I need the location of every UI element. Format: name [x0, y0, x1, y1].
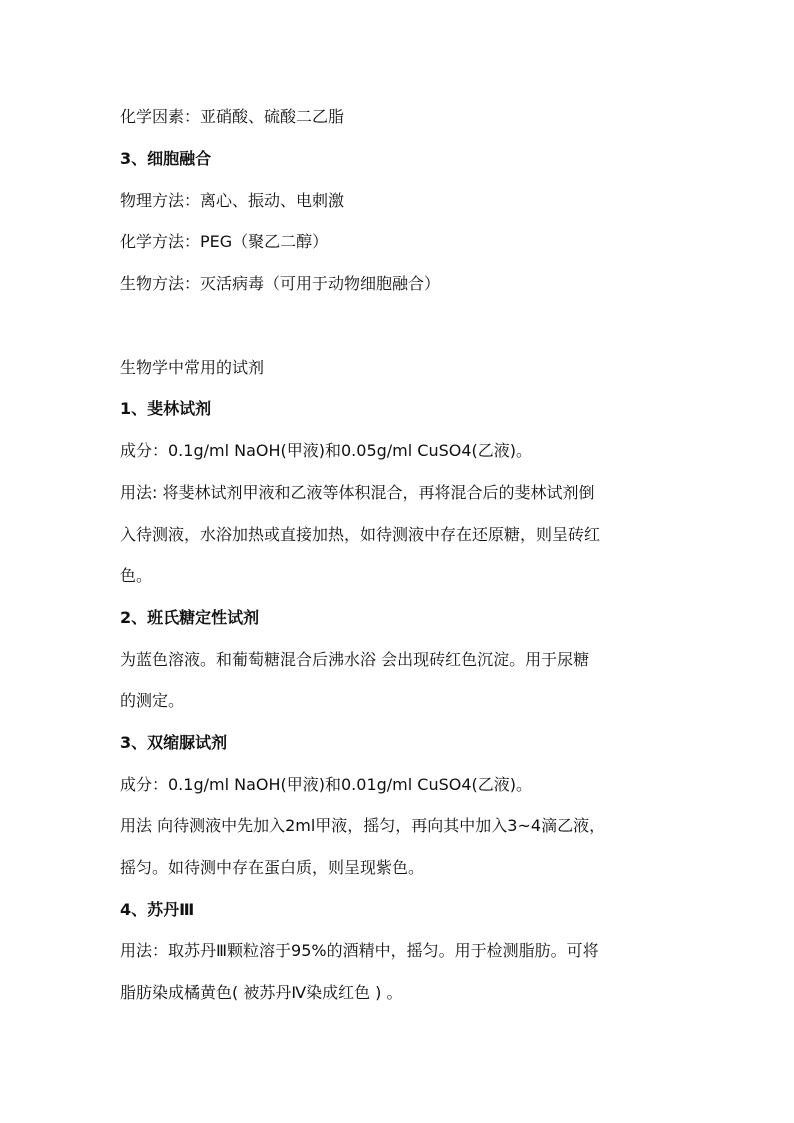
text-line-fehling-usage-1: 用法: 将斐林试剂甲液和乙液等体积混合，再将混合后的斐林试剂倒	[120, 483, 595, 502]
text-line-biuret-usage-1: 用法 向待测液中先加入2ml甲液，摇匀，再向其中加入3~4滴乙液，	[120, 816, 606, 835]
text-line-sudan-usage-1: 用法：取苏丹Ⅲ颗粒溶于95%的酒精中，摇匀。用于检测脂肪。可将	[120, 941, 599, 960]
text-line-biuret-composition: 成分：0.1g/ml NaOH(甲液)和0.01g/ml CuSO4(乙液)。	[120, 775, 533, 794]
text-line-fehling-composition: 成分：0.1g/ml NaOH(甲液)和0.05g/ml CuSO4(乙液)。	[120, 441, 533, 460]
text-line-physical-method: 物理方法：离心、振动、电刺激	[120, 191, 345, 210]
heading-sudan-iii: 4、苏丹Ⅲ	[120, 900, 195, 919]
text-line-fehling-usage-3: 色。	[120, 566, 153, 585]
text-line-benedict-desc-2: 的测定。	[120, 691, 185, 710]
heading-biuret-reagent: 3、双缩脲试剂	[120, 733, 228, 752]
text-line-benedict-desc-1: 为蓝色溶液。和葡萄糖混合后沸水浴 会出现砖红色沉淀。用于尿糖	[120, 650, 590, 669]
text-line-biuret-usage-2: 摇匀。如待测中存在蛋白质，则呈现紫色。	[120, 858, 425, 877]
section-heading-cell-fusion: 3、细胞融合	[120, 149, 212, 168]
text-line-sudan-usage-2: 脂肪染成橘黄色( 被苏丹Ⅳ染成红色 ) 。	[120, 983, 403, 1002]
text-line-fehling-usage-2: 入待测液，水浴加热或直接加热，如待测液中存在还原糖，则呈砖红	[120, 525, 601, 544]
section-title-reagents: 生物学中常用的试剂	[120, 358, 265, 377]
text-line-chemical-method: 化学方法：PEG（聚乙二醇）	[120, 232, 329, 251]
text-line-biological-method: 生物方法：灭活病毒（可用于动物细胞融合）	[120, 274, 441, 293]
heading-benedict-reagent: 2、班氏糖定性试剂	[120, 608, 260, 627]
heading-fehling-reagent: 1、斐林试剂	[120, 399, 212, 418]
text-line-chemical-factors: 化学因素：亚硝酸、硫酸二乙脂	[120, 107, 345, 126]
